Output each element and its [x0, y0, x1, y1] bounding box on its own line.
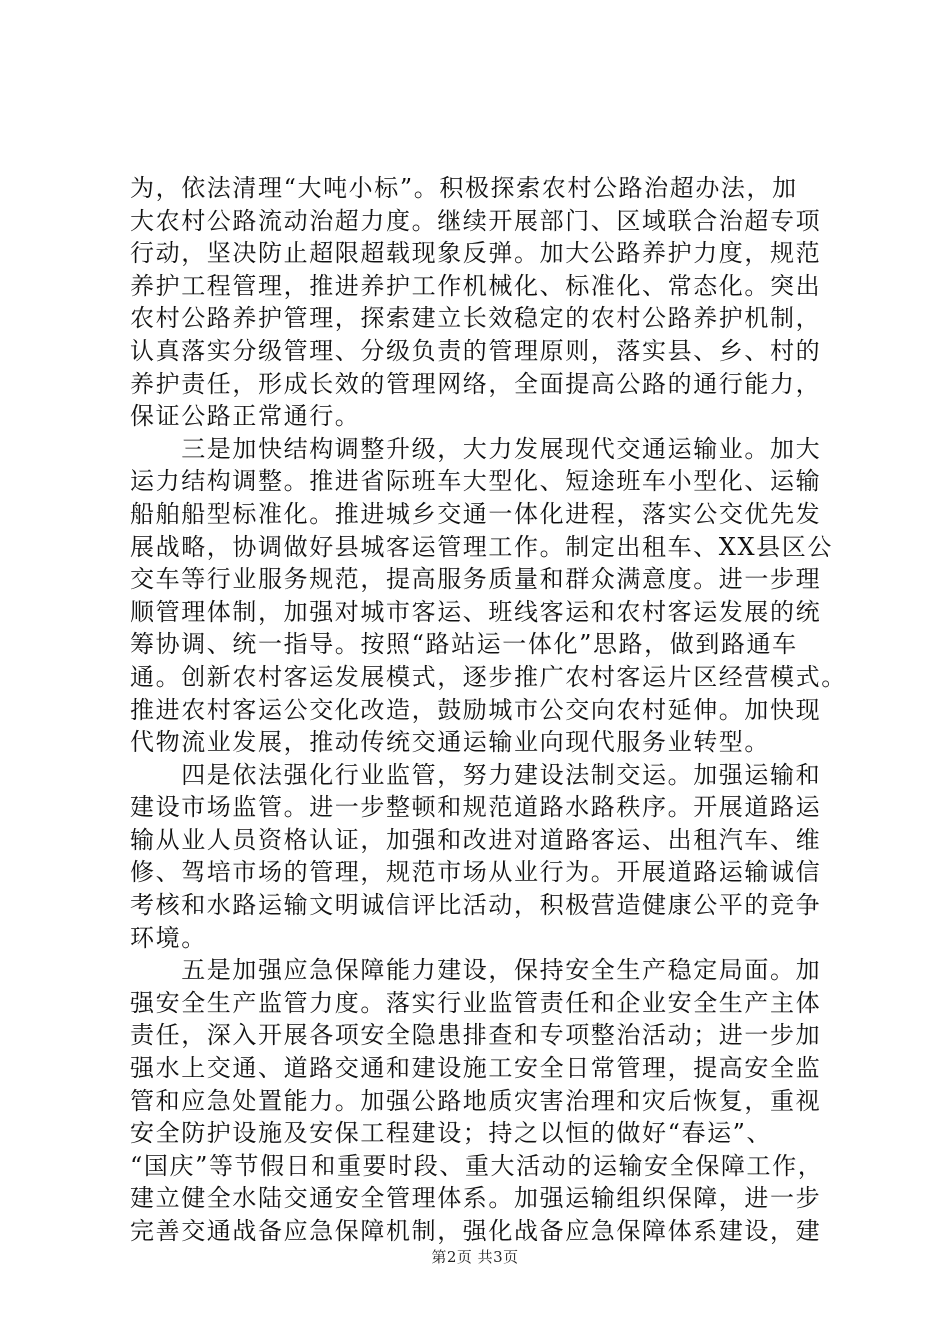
text-line: 农村公路养护管理，探索建立长效稳定的农村公路养护机制， — [130, 304, 822, 333]
text-line: 展战略，协调做好县城客运管理工作。制定出租车、XX县区公 — [130, 532, 833, 561]
text-line: 环境。 — [130, 923, 207, 952]
text-line: 认真落实分级管理、分级负责的管理原则，落实县、乡、村的 — [130, 336, 822, 365]
text-line: 责任，深入开展各项安全隐患排查和专项整治活动；进一步加 — [130, 1021, 822, 1050]
text-line: 交车等行业服务规范，提高服务质量和群众满意度。进一步理 — [130, 565, 822, 594]
text-line: 安全防护设施及安保工程建设；持之以恒的做好“春运”、 — [130, 1119, 773, 1148]
text-line: 修、驾培市场的管理，规范市场从业行为。开展道路运输诚信 — [130, 858, 822, 887]
text-line: 四是依法强化行业监管，努力建设法制交运。加强运输和 — [130, 760, 822, 789]
text-line: 管和应急处置能力。加强公路地质灾害治理和灾后恢复，重视 — [130, 1086, 822, 1115]
text-line: 运力结构调整。推进省际班车大型化、短途班车小型化、运输 — [130, 467, 822, 496]
text-line: 为，依法清理“大吨小标”。积极探索农村公路治超办法，加 — [130, 174, 798, 202]
text-line: “国庆”等节假日和重要时段、重大活动的运输安全保障工作， — [130, 1151, 824, 1180]
text-line: 养护责任，形成长效的管理网络，全面提高公路的通行能力， — [130, 369, 822, 398]
text-line: 行动，坚决防止超限超载现象反弹。加大公路养护力度，规范 — [130, 239, 822, 268]
page-number-footer: 第2页 共3页 — [431, 1248, 519, 1266]
text-line: 推进农村客运公交化改造，鼓励城市公交向农村延伸。加快现 — [130, 695, 822, 724]
text-line: 完善交通战备应急保障机制，强化战备应急保障体系建设，建 — [130, 1217, 822, 1245]
text-line: 三是加快结构调整升级，大力发展现代交通运输业。加大 — [130, 434, 822, 463]
text-line: 强水上交通、道路交通和建设施工安全日常管理，提高安全监 — [130, 1054, 822, 1083]
text-line: 考核和水路运输文明诚信评比活动，积极营造健康公平的竞争 — [130, 891, 822, 920]
text-line: 顺管理体制，加强对城市客运、班线客运和农村客运发展的统 — [130, 597, 822, 626]
text-line: 建立健全水陆交通安全管理体系。加强运输组织保障，进一步 — [130, 1184, 822, 1213]
document-body — [130, 172, 847, 1248]
text-line: 大农村公路流动治超力度。继续开展部门、区域联合治超专项 — [130, 206, 822, 235]
text-line: 船舶船型标准化。推进城乡交通一体化进程，落实公交优先发 — [130, 499, 822, 528]
text-line: 输从业人员资格认证，加强和改进对道路客运、出租汽车、维 — [130, 825, 822, 854]
text-line: 筹协调、统一指导。按照“路站运一体化”思路，做到路通车 — [130, 630, 798, 659]
text-line: 保证公路正常通行。 — [130, 402, 361, 431]
text-line: 养护工程管理，推进养护工作机械化、标准化、常态化。突出 — [130, 271, 822, 300]
text-line: 五是加强应急保障能力建设，保持安全生产稳定局面。加 — [130, 956, 822, 985]
text-line: 代物流业发展，推动传统交通运输业向现代服务业转型。 — [130, 728, 770, 757]
text-line: 建设市场监管。进一步整顿和规范道路水路秩序。开展道路运 — [130, 793, 822, 822]
text-line: 通。创新农村客运发展模式，逐步推广农村客运片区经营模式。 — [130, 662, 847, 691]
text-line: 强安全生产监管力度。落实行业监管责任和企业安全生产主体 — [130, 988, 822, 1017]
